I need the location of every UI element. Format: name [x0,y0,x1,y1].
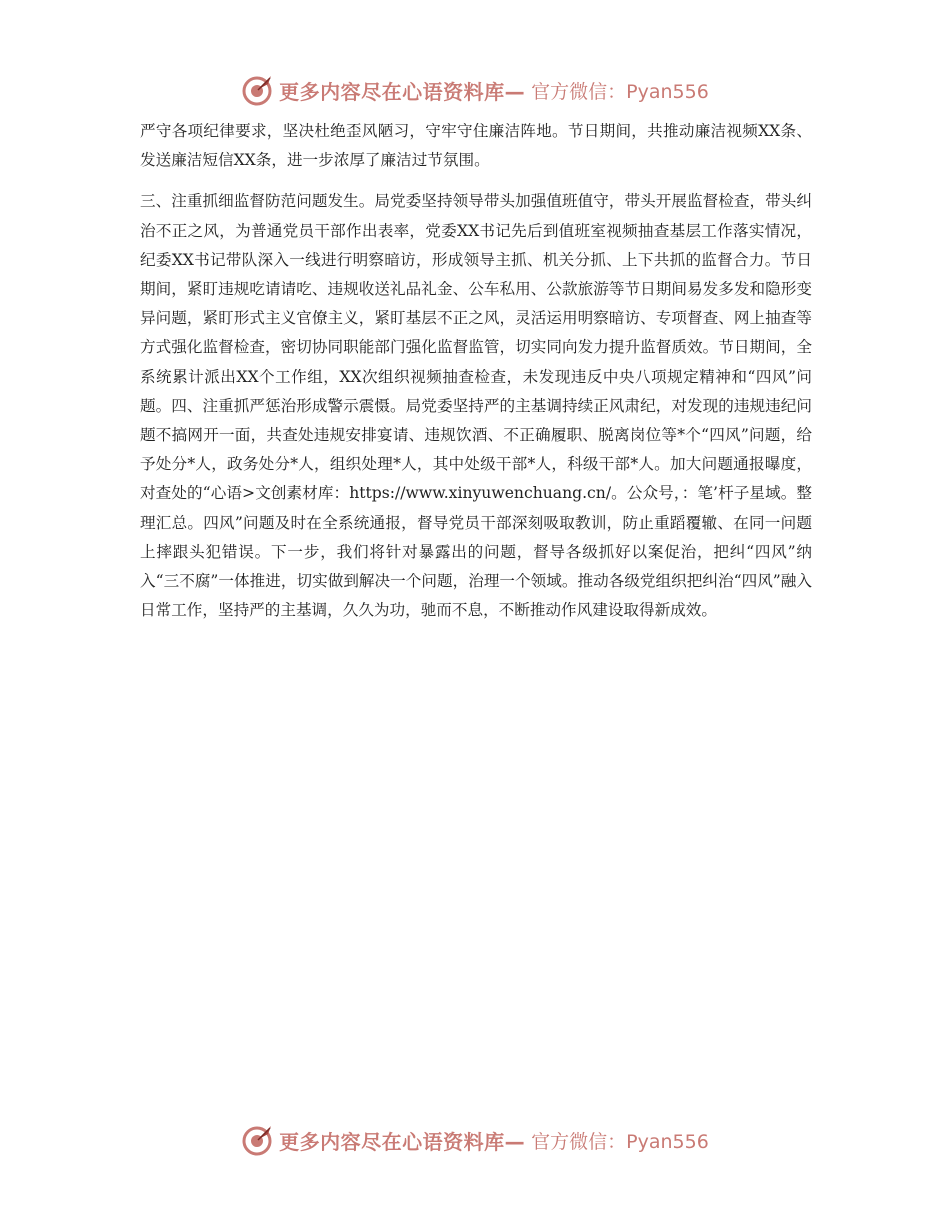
paragraph-2: 三、注重抓细监督防范问题发生。局党委坚持领导带头加强值班值守，带头开展监督检查，带头纠治不正之风，为普通党员干部作出表率，党委XX书记先后到值班室视频抽查基层工作落实情况，纪委XX书记带队深入一线进行明察暗访，形成领导主抓、机关分抓、上下共抓的监督合力。节日期间，紧盯违规吃请请吃、违规收送礼品礼金、公车私用、公款旅游等节日期间易发多发和隐形变异问题，紧盯形式主义官僚主义，紧盯基层不正之风，灵活运用明察暗访、专项督查、网上抽查等方式强化监督检查，密切协同职能部门强化监督监管，切实同向发力提升监督质效。节日期间，全系统累计派出XX个工作组，XX次组织视频抽查检查，未发现违反中央八项规定精神和“四风”问题。四、注重抓严惩治形成警示震慑。局党委坚持严的主基调持续正风肃纪，对发现的违规违纪问题不搞网开一面，共查处违规安排宴请、违规饮酒、不正确履职、脱离岗位等*个“四风”问题，给予处分*人，政务处分*人，组织处理*人，其中处级干部*人，科级干部*人。加大问题通报曝度，对查处的“心语>文创素材库：https://www.xinyuwenchuang.cn/。公众号，：笔’杆子星域。整理汇总。四风”问题及时在全系统通报，督导党员干部深刻吸取教训，防止重蹈覆辙、在同一问题上摔跟头犯错误。下一步，我们将针对暴露出的问题，督导各级抓好以案促治，把纠“四风”纳入“三不腐”一体推进，切实做到解决一个问题，治理一个领域。推动各级党组织把纠治“四风”融入日常工作，坚持严的主基调，久久为功，驰而不息，不断推动作风建设取得新成效。 [140,192,812,620]
quill-logo-icon [241,1124,273,1156]
footer-banner [0,1120,950,1160]
banner-wechat-text: 官方微信：Pyan556 [531,80,709,103]
banner-wechat-text: 官方微信：Pyan556 [531,1130,709,1153]
document-body [140,117,812,637]
header-banner [0,70,950,110]
header-banner-content [241,74,709,106]
banner-main-text: 更多内容尽在心语资料库— [279,79,526,104]
banner-main-text: 更多内容尽在心语资料库— [279,1129,526,1154]
quill-logo-icon [241,74,273,106]
footer-banner-content [241,1124,709,1156]
paragraph-1: 严守各项纪律要求，坚决杜绝歪风陋习，守牢守住廉洁阵地。节日期间，共推动廉洁视频XX条、发送廉洁短信XX条，进一步浓厚了廉洁过节氛围。 [140,122,812,170]
